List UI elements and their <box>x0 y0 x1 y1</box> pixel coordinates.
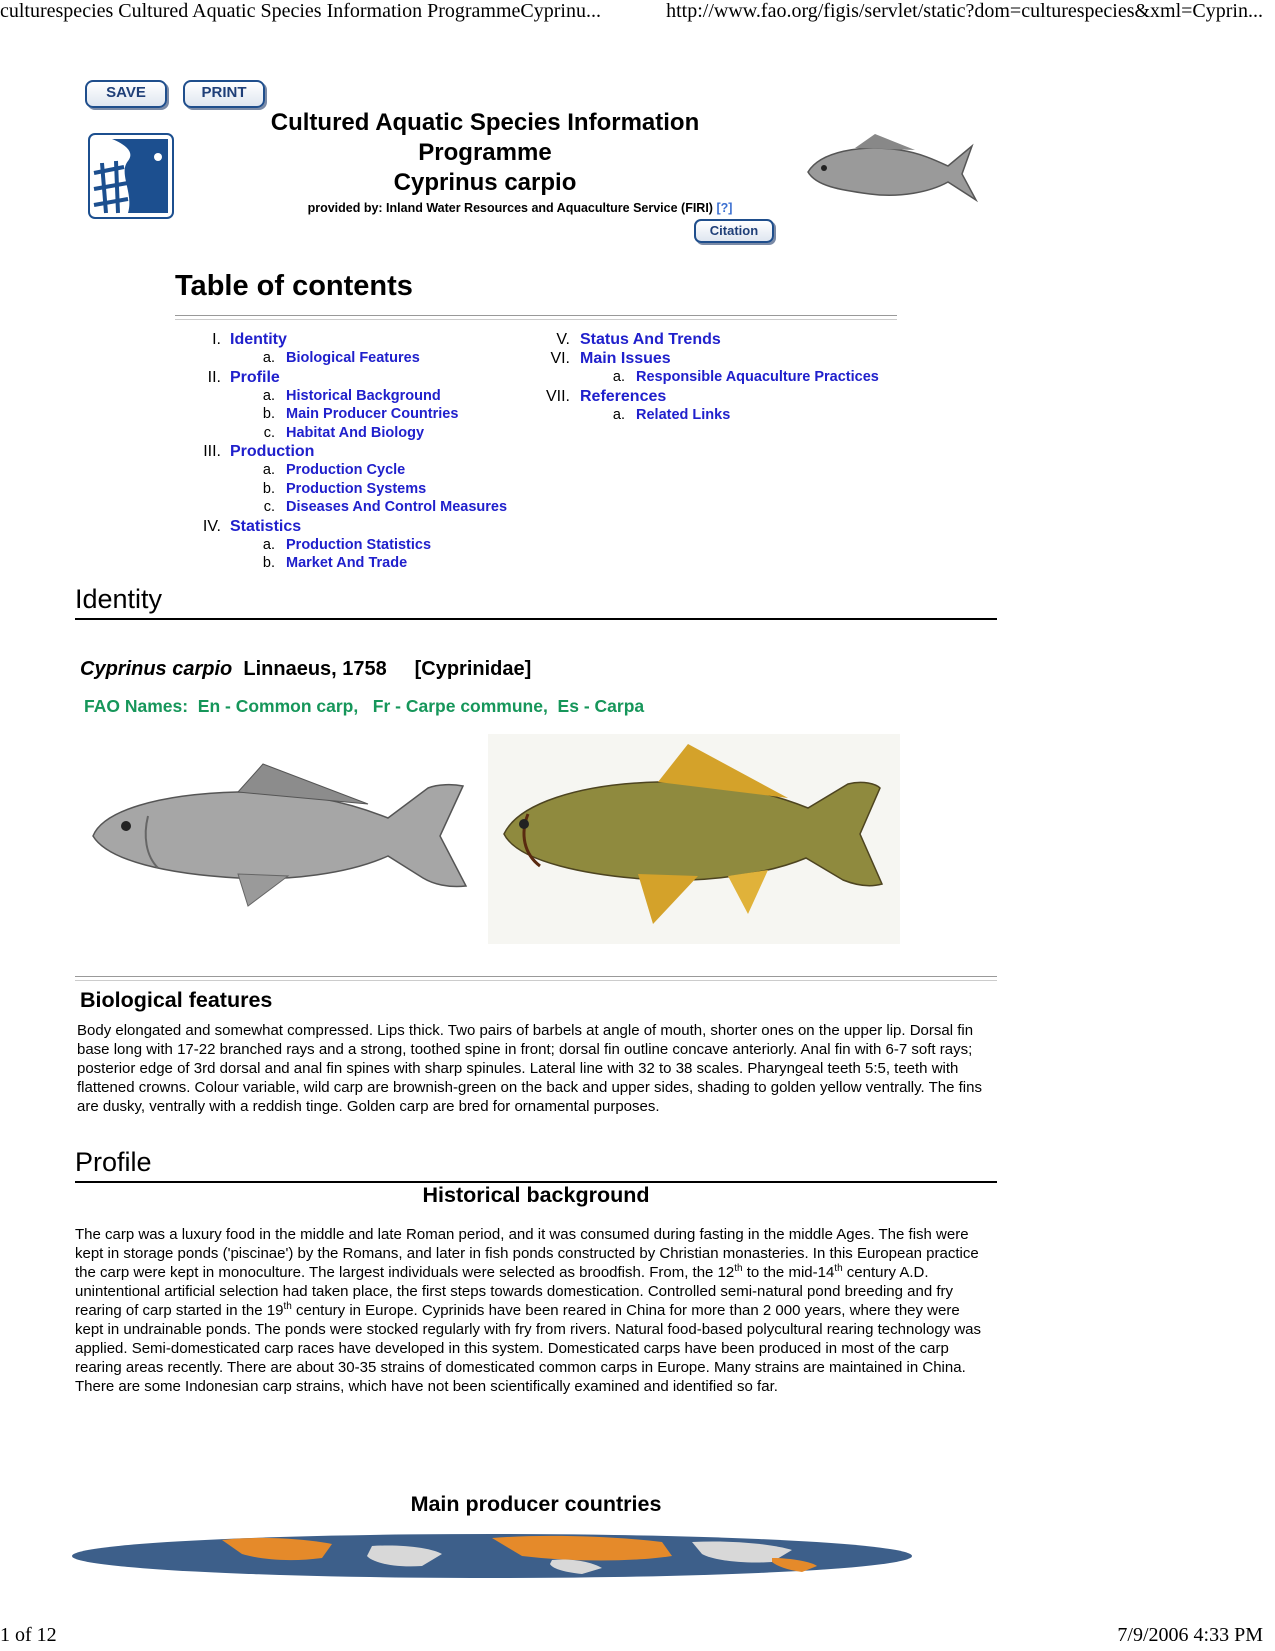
print-button[interactable]: PRINT <box>183 80 265 108</box>
toc-sub-number: b. <box>262 555 275 571</box>
toc-sub-link[interactable]: Production Systems <box>286 480 427 497</box>
species-name: Cyprinus carpio <box>80 658 233 680</box>
toc-title: Table of contents <box>175 270 413 302</box>
biological-heading: Biological features <box>80 988 273 1012</box>
species-author: Linnaeus, 1758 <box>243 658 387 680</box>
toc-sub-number: b. <box>262 406 275 422</box>
save-button[interactable]: SAVE <box>85 80 167 108</box>
historical-text-part-2: to the mid-14 <box>742 1264 835 1281</box>
toc-sub-link[interactable]: Main Producer Countries <box>286 406 459 422</box>
toc-number: III. <box>203 443 221 460</box>
toc-number: IV. <box>202 517 221 535</box>
carp-banner-image <box>800 130 980 210</box>
toc-sub-number: a. <box>262 350 275 366</box>
toc-link[interactable]: Main Issues <box>580 350 671 367</box>
help-icon[interactable]: [?] <box>716 201 733 215</box>
biological-divider <box>75 976 997 981</box>
fao-logo-icon <box>88 133 174 219</box>
toc-sub-link[interactable]: Habitat And Biology <box>286 424 425 441</box>
carp-photo-image <box>488 734 900 944</box>
toc-sub-number: a. <box>262 387 275 404</box>
toc-sub-number: a. <box>262 536 275 553</box>
species-line <box>80 658 531 681</box>
title-line-1: Cultured Aquatic Species Information <box>270 109 700 136</box>
toc-sub-link[interactable]: Responsible Aquaculture Practices <box>636 369 879 385</box>
provided-by-text: provided by: Inland Water Resources and Aquaculture Service (FIRI) <box>307 201 713 215</box>
toc-sub-number: a. <box>262 462 275 478</box>
fao-names: FAO Names: En - Common carp, Fr - Carpe commune, Es - Carpa <box>84 696 645 716</box>
toc-link[interactable]: Profile <box>230 368 280 386</box>
toc-sub-link[interactable]: Diseases And Control Measures <box>286 499 508 515</box>
toc-sub-link[interactable]: Related Links <box>636 406 731 423</box>
citation-button[interactable]: Citation <box>694 219 774 243</box>
historical-text-part-1: The carp was a luxury food in the middle and late Roman period, and it was consumed during fasting in the middle Ages. The fish were kept in storage ponds ('piscinae') by the Romans, and later in fish ponds constructed by Christian monasteries. In this European practice the carp were kept in monoculture. The largest individuals were selected as broodfish. From, the 12 <box>75 1226 979 1281</box>
print-footer-page: 1 of 12 <box>0 1624 57 1646</box>
identity-heading: Identity <box>75 584 163 614</box>
species-family: [Cyprinidae] <box>414 658 532 680</box>
title-line-2: Programme <box>418 139 552 166</box>
toc-link[interactable]: Production <box>230 443 315 460</box>
toc-sub-link[interactable]: Historical Background <box>286 387 441 404</box>
historical-text <box>75 1225 990 1396</box>
historical-text-part-3: century A.D. unintentional artificial selection had taken place, the first steps towards domestication. Controlled semi-natural pond breeding and fry rearing of carp started in the 19 <box>75 1264 953 1319</box>
toc-divider <box>175 315 897 320</box>
print-header-url: http://www.fao.org/figis/servlet/static?dom=culturespecies&xml=Cyprin... <box>666 0 1263 22</box>
title-line-3: Cyprinus carpio <box>393 169 577 196</box>
toc-link[interactable]: Identity <box>230 331 287 348</box>
toc-number: V. <box>556 331 570 348</box>
print-footer-date: 7/9/2006 4:33 PM <box>1117 1624 1263 1646</box>
toc-sub-link[interactable]: Production Statistics <box>286 536 432 553</box>
toc-sub-link[interactable]: Biological Features <box>286 350 420 366</box>
page-title <box>240 108 730 198</box>
toc-link[interactable]: Status And Trends <box>580 331 721 348</box>
toc-sub-number: a. <box>612 406 625 423</box>
historical-text-part-4: century in Europe. Cyprinids have been reared in China for more than 2 000 years, where they were kept in undrainable ponds. The ponds were stocked regularly with fry from rivers. Natural food-based polycultural rearing technology was applied. Semi-domesticated carp races have developed in this system. Domesticated carps have been produced in most of the carp rearing areas recently. There are about 30-35 strains of domesticated common carps in Europe. Many strains are maintained in China. There are some Indonesian carp strains, which have not been scientifically examined and identified so far. <box>75 1302 982 1395</box>
provided-by <box>260 201 780 215</box>
toc-sub-link[interactable]: Market And Trade <box>286 555 408 571</box>
toc-number: VII. <box>545 387 570 405</box>
profile-heading: Profile <box>75 1147 152 1177</box>
toc-link[interactable]: Statistics <box>230 517 302 535</box>
biological-text: Body elongated and somewhat compressed. Lips thick. Two pairs of barbels at angle of mouth, shorter ones on the upper lip. Dorsal fin base long with 17-22 branched rays and a strong, toothed spine in front; dorsal fin outline concave anteriorly. Anal fin with 6-7 soft rays; posterior edge of 3rd dorsal and anal fin spines with sharp spinules. Lateral line with 32 to 38 scales. Pharyngeal teeth 5:5, teeth with flattened crowns. Colour variable, wild carp are brownish-green on the back and upper sides, shading to golden yellow ventrally. The fins are dusky, ventrally with a reddish tinge. Golden carp are bred for ornamental purposes. <box>77 1022 982 1115</box>
toc-number: II. <box>207 368 221 386</box>
identity-divider <box>75 618 997 620</box>
superscript-th: th <box>834 1263 843 1274</box>
print-header-title: culturespecies Cultured Aquatic Species Information ProgrammeCyprinu... <box>0 0 601 22</box>
toc-number: I. <box>212 331 221 348</box>
toc-number: VI. <box>550 350 570 367</box>
toc-sub-number: c. <box>263 499 275 515</box>
toc-sub-number: c. <box>263 424 275 441</box>
superscript-th: th <box>734 1263 743 1274</box>
toc-link[interactable]: References <box>580 387 667 405</box>
producer-world-map-image <box>72 1532 912 1580</box>
producers-heading: Main producer countries <box>410 1492 662 1516</box>
toc-sub-link[interactable]: Production Cycle <box>286 462 406 478</box>
toc-sub-number: b. <box>262 480 275 497</box>
historical-heading: Historical background <box>422 1183 650 1207</box>
toc-sub-number: a. <box>612 369 625 385</box>
carp-illustration-image <box>88 756 473 916</box>
superscript-th: th <box>283 1301 292 1312</box>
